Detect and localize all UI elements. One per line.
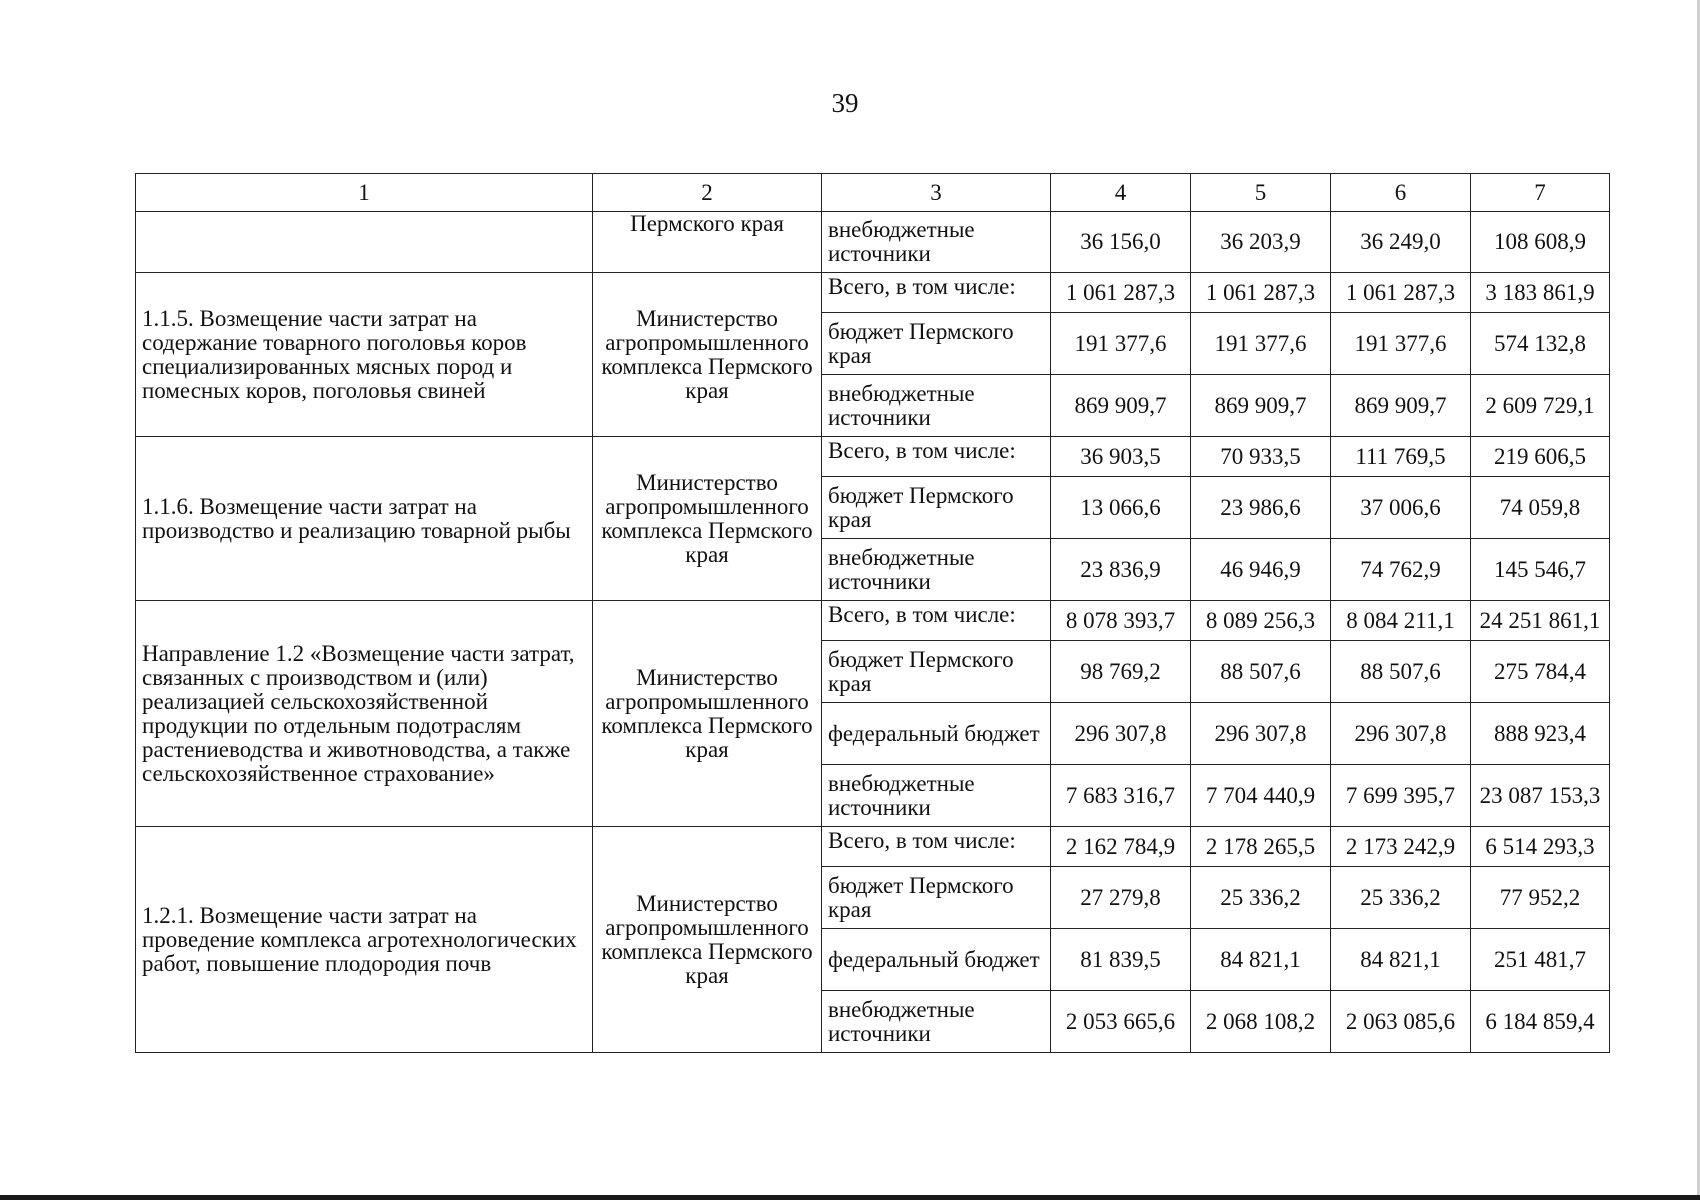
funding-source-cell: бюджет Пермского края (822, 641, 1051, 703)
table-row (136, 437, 1610, 477)
table-row (136, 827, 1610, 867)
activity-cell (136, 212, 593, 273)
funding-source-cell: федеральный бюджет (822, 703, 1051, 765)
amount-col-6-cell: 869 909,7 (1331, 375, 1471, 437)
amount-col-6-cell: 7 699 395,7 (1331, 765, 1471, 827)
amount-col-5-cell: 36 203,9 (1191, 212, 1331, 273)
amount-col-5-cell: 2 178 265,5 (1191, 827, 1331, 867)
amount-col-4-cell: 2 162 784,9 (1051, 827, 1191, 867)
amount-col-4-cell: 13 066,6 (1051, 477, 1191, 539)
amount-col-4-cell: 2 053 665,6 (1051, 991, 1191, 1053)
amount-col-6-cell: 36 249,0 (1331, 212, 1471, 273)
amount-col-6-cell: 1 061 287,3 (1331, 273, 1471, 313)
header-col-6: 6 (1331, 174, 1471, 212)
funding-source-cell: бюджет Пермского края (822, 867, 1051, 929)
amount-col-4-cell: 36 156,0 (1051, 212, 1191, 273)
budget-table (135, 173, 1610, 1053)
funding-source-cell: федеральный бюджет (822, 929, 1051, 991)
amount-col-4-cell: 27 279,8 (1051, 867, 1191, 929)
amount-col-4-cell: 36 903,5 (1051, 437, 1191, 477)
funding-source-cell: Всего, в том числе: (822, 437, 1051, 477)
funding-source-cell: бюджет Пермского края (822, 313, 1051, 375)
amount-col-4-cell: 296 307,8 (1051, 703, 1191, 765)
funding-source-cell: Всего, в том числе: (822, 273, 1051, 313)
amount-col-7-cell: 888 923,4 (1471, 703, 1610, 765)
amount-col-6-cell: 74 762,9 (1331, 539, 1471, 601)
funding-source-cell: внебюджетные источники (822, 212, 1051, 273)
amount-col-7-cell: 6 184 859,4 (1471, 991, 1610, 1053)
amount-col-7-cell: 74 059,8 (1471, 477, 1610, 539)
header-col-2: 2 (593, 174, 822, 212)
header-col-4: 4 (1051, 174, 1191, 212)
funding-source-cell: внебюджетные источники (822, 539, 1051, 601)
amount-col-6-cell: 25 336,2 (1331, 867, 1471, 929)
funding-source-cell: бюджет Пермского края (822, 477, 1051, 539)
amount-col-5-cell: 296 307,8 (1191, 703, 1331, 765)
amount-col-5-cell: 70 933,5 (1191, 437, 1331, 477)
amount-col-5-cell: 23 986,6 (1191, 477, 1331, 539)
amount-col-5-cell: 2 068 108,2 (1191, 991, 1331, 1053)
header-col-3: 3 (822, 174, 1051, 212)
amount-col-5-cell: 191 377,6 (1191, 313, 1331, 375)
funding-source-cell: внебюджетные источники (822, 765, 1051, 827)
amount-col-4-cell: 98 769,2 (1051, 641, 1191, 703)
amount-col-7-cell: 3 183 861,9 (1471, 273, 1610, 313)
amount-col-7-cell: 6 514 293,3 (1471, 827, 1610, 867)
amount-col-7-cell: 23 087 153,3 (1471, 765, 1610, 827)
amount-col-6-cell: 191 377,6 (1331, 313, 1471, 375)
amount-col-6-cell: 2 173 242,9 (1331, 827, 1471, 867)
amount-col-5-cell: 1 061 287,3 (1191, 273, 1331, 313)
amount-col-4-cell: 23 836,9 (1051, 539, 1191, 601)
amount-col-4-cell: 1 061 287,3 (1051, 273, 1191, 313)
amount-col-5-cell: 46 946,9 (1191, 539, 1331, 601)
amount-col-7-cell: 574 132,8 (1471, 313, 1610, 375)
executor-cell: Пермского края (593, 212, 822, 273)
amount-col-4-cell: 8 078 393,7 (1051, 601, 1191, 641)
table-body (136, 212, 1610, 1053)
funding-source-cell: внебюджетные источники (822, 991, 1051, 1053)
activity-cell: Направление 1.2 «Возмещение части затрат, связанных с производством и (или) реализацией сельскохозяйственной продукции по отдельным подотраслям растениеводства и животноводства, а также сельскохозяйственное страхование» (136, 601, 593, 827)
amount-col-6-cell: 37 006,6 (1331, 477, 1471, 539)
amount-col-7-cell: 77 952,2 (1471, 867, 1610, 929)
funding-source-cell: Всего, в том числе: (822, 827, 1051, 867)
executor-cell: Министерство агропромышленного комплекса Пермского края (593, 273, 822, 437)
amount-col-7-cell: 2 609 729,1 (1471, 375, 1610, 437)
amount-col-7-cell: 219 606,5 (1471, 437, 1610, 477)
amount-col-5-cell: 84 821,1 (1191, 929, 1331, 991)
header-col-5: 5 (1191, 174, 1331, 212)
amount-col-4-cell: 191 377,6 (1051, 313, 1191, 375)
amount-col-7-cell: 275 784,4 (1471, 641, 1610, 703)
table-row (136, 212, 1610, 273)
executor-cell: Министерство агропромышленного комплекса Пермского края (593, 827, 822, 1053)
header-col-1: 1 (136, 174, 593, 212)
table-row (136, 273, 1610, 313)
amount-col-6-cell: 111 769,5 (1331, 437, 1471, 477)
executor-cell: Министерство агропромышленного комплекса Пермского края (593, 601, 822, 827)
amount-col-7-cell: 145 546,7 (1471, 539, 1610, 601)
header-row (136, 174, 1610, 212)
activity-cell: 1.1.6. Возмещение части затрат на производство и реализацию товарной рыбы (136, 437, 593, 601)
amount-col-5-cell: 25 336,2 (1191, 867, 1331, 929)
amount-col-6-cell: 84 821,1 (1331, 929, 1471, 991)
funding-source-cell: внебюджетные источники (822, 375, 1051, 437)
header-col-7: 7 (1471, 174, 1610, 212)
executor-cell: Министерство агропромышленного комплекса Пермского края (593, 437, 822, 601)
amount-col-6-cell: 8 084 211,1 (1331, 601, 1471, 641)
table-header (136, 174, 1610, 212)
amount-col-5-cell: 88 507,6 (1191, 641, 1331, 703)
amount-col-5-cell: 869 909,7 (1191, 375, 1331, 437)
amount-col-7-cell: 251 481,7 (1471, 929, 1610, 991)
amount-col-6-cell: 296 307,8 (1331, 703, 1471, 765)
amount-col-7-cell: 24 251 861,1 (1471, 601, 1610, 641)
amount-col-4-cell: 869 909,7 (1051, 375, 1191, 437)
scan-edge-bottom (0, 1195, 1700, 1200)
amount-col-6-cell: 2 063 085,6 (1331, 991, 1471, 1053)
page-number: 39 (831, 88, 859, 118)
amount-col-7-cell: 108 608,9 (1471, 212, 1610, 273)
amount-col-4-cell: 81 839,5 (1051, 929, 1191, 991)
amount-col-6-cell: 88 507,6 (1331, 641, 1471, 703)
activity-cell: 1.2.1. Возмещение части затрат на проведение комплекса агротехнологических работ, повышение плодородия почв (136, 827, 593, 1053)
amount-col-5-cell: 7 704 440,9 (1191, 765, 1331, 827)
funding-source-cell: Всего, в том числе: (822, 601, 1051, 641)
amount-col-4-cell: 7 683 316,7 (1051, 765, 1191, 827)
amount-col-5-cell: 8 089 256,3 (1191, 601, 1331, 641)
activity-cell: 1.1.5. Возмещение части затрат на содержание товарного поголовья коров специализированных мясных пород и помесных коров, поголовья свиней (136, 273, 593, 437)
table-row (136, 601, 1610, 641)
